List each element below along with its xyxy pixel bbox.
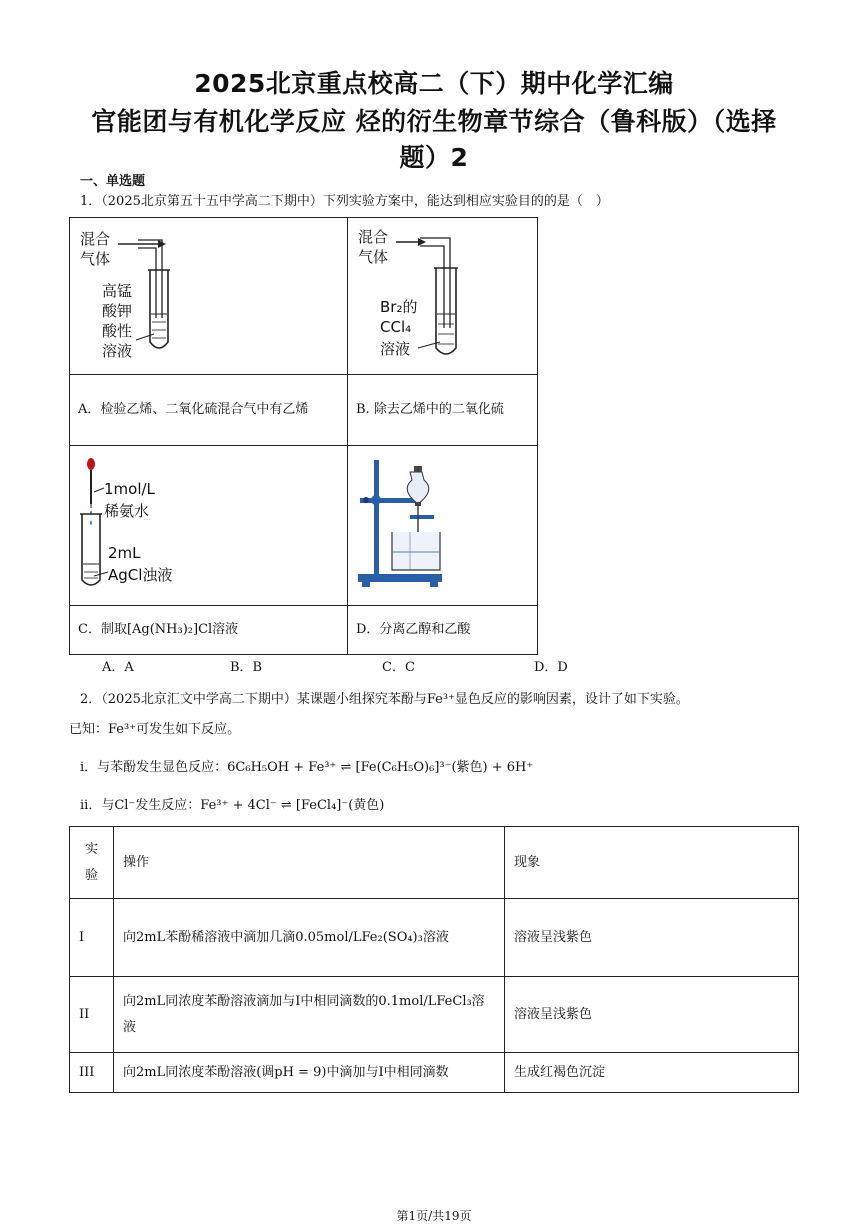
fig-c-label: 2mL — [108, 544, 141, 562]
doc-title-line2: 官能团与有机化学反应 烃的衍生物章节综合（鲁科版）（选择 — [91, 107, 777, 136]
row-operation: 向2mL苯酚稀溶液中滴加几滴0.05mol/LFe₂(SO₄)₃溶液 — [114, 899, 505, 977]
row-id: II — [70, 977, 114, 1053]
caption-b: B. 除去乙烯中的二氧化硫 — [356, 402, 504, 417]
fig-a-label: 酸钾 — [102, 302, 133, 320]
caption-d-cell — [348, 606, 538, 655]
row-operation: 向2mL同浓度苯酚溶液(调pH = 9)中滴加与I中相同滴数 — [114, 1053, 505, 1093]
q2-reaction-i: i．与苯酚发生显色反应：6C₆H₅OH + Fe³⁺ ⇌ [Fe(C₆H₅O)₆]³⁻(紫色) + 6H⁺ — [80, 760, 534, 775]
row-id: I — [70, 899, 114, 977]
row-phenomenon: 溶液呈浅紫色 — [505, 899, 799, 977]
caption-a-cell — [70, 375, 348, 446]
test-tube-illustration — [348, 218, 537, 374]
header-phenomenon: 现象 — [505, 827, 799, 899]
header-experiment: 实验 — [70, 827, 114, 899]
fig-c-label: 1mol/L — [104, 480, 155, 498]
doc-title-line3: 题）2 — [399, 143, 469, 172]
table-row — [70, 1053, 799, 1093]
section-heading: 一、单选题 — [80, 174, 146, 189]
test-tube-illustration — [70, 218, 347, 374]
option-a: A．A — [102, 660, 134, 675]
fig-b-label: Br₂的 — [380, 298, 418, 316]
q2-stem: 2．（2025北京汇文中学高二下期中）某课题小组探究苯酚与Fe³⁺显色反应的影响因素，设计了如下实验。 — [80, 692, 689, 707]
table-row — [70, 899, 799, 977]
fig-a-label: 气体 — [80, 250, 111, 268]
separatory-funnel-illustration — [348, 446, 537, 601]
q2-reaction-ii: ii．与Cl⁻发生反应：Fe³⁺ + 4Cl⁻ ⇌ [FeCl₄]⁻(黄色) — [80, 798, 385, 813]
fig-c-cell — [70, 446, 348, 606]
fig-c-label: AgCl浊液 — [108, 566, 173, 584]
row-phenomenon: 溶液呈浅紫色 — [505, 977, 799, 1053]
page-footer: 第1页/共19页 — [396, 1209, 472, 1223]
header-operation: 操作 — [114, 827, 505, 899]
fig-b-label: CCl₄ — [380, 318, 412, 336]
fig-b-label: 气体 — [358, 248, 389, 266]
fig-d-cell — [348, 446, 538, 606]
option-c: C．C — [382, 660, 415, 675]
row-phenomenon: 生成红褐色沉淀 — [505, 1053, 799, 1093]
row-operation: 向2mL同浓度苯酚溶液滴加与I中相同滴数的0.1mol/LFeCl₃溶液 — [114, 977, 505, 1053]
fig-a-cell — [70, 218, 348, 375]
table-row — [70, 977, 799, 1053]
q2-known: 已知：Fe³⁺可发生如下反应。 — [69, 722, 241, 737]
fig-a-label: 溶液 — [102, 342, 133, 360]
fig-b-cell — [348, 218, 538, 375]
fig-c-label: 稀氨水 — [104, 502, 150, 520]
caption-a: A．检验乙烯、二氧化硫混合气中有乙烯 — [78, 402, 309, 417]
caption-c: C．制取[Ag(NH₃)₂]Cl溶液 — [78, 622, 239, 637]
dropper-illustration — [70, 448, 347, 603]
caption-c-cell — [70, 606, 348, 655]
caption-d: D．分离乙醇和乙酸 — [356, 622, 471, 637]
doc-title-line1: 2025北京重点校高二（下）期中化学汇编 — [194, 69, 674, 98]
fig-a-label: 酸性 — [102, 322, 133, 340]
option-b: B．B — [230, 660, 263, 675]
q2-table — [69, 826, 799, 1093]
option-d: D．D — [534, 660, 568, 675]
row-id: III — [70, 1053, 114, 1093]
fig-b-label: 混合 — [358, 228, 389, 246]
fig-a-label: 高锰 — [102, 282, 133, 300]
q1-figure-table — [69, 217, 538, 655]
caption-b-cell — [348, 375, 538, 446]
fig-a-label: 混合 — [80, 230, 111, 248]
fig-b-label: 溶液 — [380, 340, 411, 358]
q1-stem: 1．（2025北京第五十五中学高二下期中）下列实验方案中，能达到相应实验目的的是（ ） — [80, 194, 609, 209]
